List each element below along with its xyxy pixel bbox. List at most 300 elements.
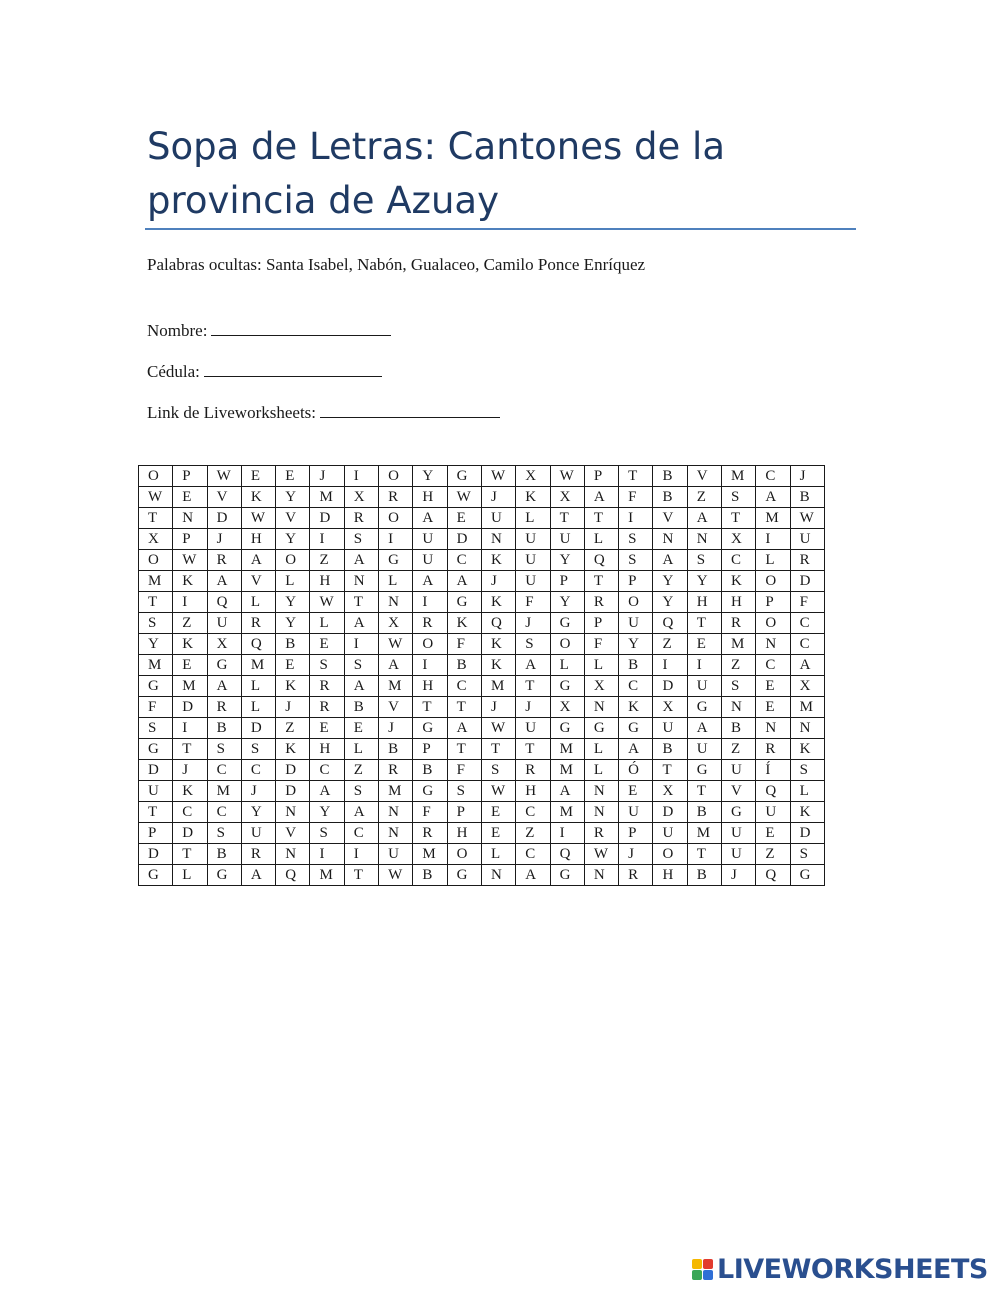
grid-cell[interactable]: O <box>756 613 790 634</box>
grid-cell[interactable]: A <box>687 718 721 739</box>
grid-cell[interactable]: D <box>276 760 310 781</box>
grid-cell[interactable]: T <box>516 676 550 697</box>
grid-cell[interactable]: M <box>310 865 344 886</box>
grid-cell[interactable]: L <box>379 571 413 592</box>
grid-cell[interactable]: B <box>653 739 687 760</box>
grid-cell[interactable]: M <box>173 676 207 697</box>
grid-cell[interactable]: U <box>413 550 447 571</box>
grid-cell[interactable]: M <box>722 634 756 655</box>
grid-cell[interactable]: N <box>173 508 207 529</box>
grid-cell[interactable]: M <box>790 697 824 718</box>
grid-cell[interactable]: Q <box>653 613 687 634</box>
grid-cell[interactable]: V <box>687 466 721 487</box>
grid-cell[interactable]: Z <box>722 655 756 676</box>
grid-cell[interactable]: Y <box>653 592 687 613</box>
grid-cell[interactable]: D <box>790 823 824 844</box>
grid-cell[interactable]: K <box>241 487 275 508</box>
grid-cell[interactable]: L <box>516 508 550 529</box>
grid-cell[interactable]: H <box>687 592 721 613</box>
grid-cell[interactable]: Q <box>207 592 241 613</box>
grid-cell[interactable]: J <box>619 844 653 865</box>
grid-cell[interactable]: L <box>584 529 618 550</box>
grid-cell[interactable]: C <box>173 802 207 823</box>
grid-cell[interactable]: U <box>687 739 721 760</box>
grid-cell[interactable]: Y <box>550 592 584 613</box>
grid-cell[interactable]: Q <box>584 550 618 571</box>
grid-cell[interactable]: S <box>790 844 824 865</box>
grid-cell[interactable]: N <box>276 844 310 865</box>
grid-cell[interactable]: B <box>619 655 653 676</box>
grid-cell[interactable]: R <box>310 676 344 697</box>
grid-cell[interactable]: P <box>584 466 618 487</box>
grid-cell[interactable]: R <box>756 739 790 760</box>
grid-cell[interactable]: L <box>584 655 618 676</box>
grid-cell[interactable]: A <box>310 781 344 802</box>
grid-cell[interactable]: G <box>139 739 173 760</box>
grid-cell[interactable]: H <box>516 781 550 802</box>
grid-cell[interactable]: S <box>241 739 275 760</box>
grid-cell[interactable]: S <box>207 739 241 760</box>
grid-cell[interactable]: S <box>310 823 344 844</box>
grid-cell[interactable]: R <box>584 823 618 844</box>
grid-cell[interactable]: B <box>687 865 721 886</box>
grid-cell[interactable]: T <box>653 760 687 781</box>
grid-cell[interactable]: B <box>413 760 447 781</box>
grid-cell[interactable]: Q <box>756 865 790 886</box>
grid-cell[interactable]: N <box>756 634 790 655</box>
grid-cell[interactable]: M <box>550 739 584 760</box>
grid-cell[interactable]: R <box>516 760 550 781</box>
grid-cell[interactable]: Z <box>756 844 790 865</box>
grid-cell[interactable]: U <box>722 760 756 781</box>
grid-cell[interactable]: E <box>173 655 207 676</box>
grid-cell[interactable]: J <box>481 487 515 508</box>
grid-cell[interactable]: Q <box>481 613 515 634</box>
grid-cell[interactable]: W <box>481 718 515 739</box>
grid-cell[interactable]: S <box>790 760 824 781</box>
grid-cell[interactable]: F <box>139 697 173 718</box>
grid-cell[interactable]: U <box>550 529 584 550</box>
grid-cell[interactable]: H <box>447 823 481 844</box>
grid-cell[interactable]: N <box>481 865 515 886</box>
grid-cell[interactable]: T <box>447 697 481 718</box>
grid-cell[interactable]: F <box>790 592 824 613</box>
grid-cell[interactable]: K <box>481 550 515 571</box>
grid-cell[interactable]: O <box>139 550 173 571</box>
grid-cell[interactable]: T <box>584 571 618 592</box>
grid-cell[interactable]: G <box>207 865 241 886</box>
grid-cell[interactable]: B <box>653 466 687 487</box>
grid-cell[interactable]: C <box>207 760 241 781</box>
grid-cell[interactable]: I <box>344 634 378 655</box>
grid-cell[interactable]: H <box>310 571 344 592</box>
grid-cell[interactable]: P <box>756 592 790 613</box>
grid-cell[interactable]: N <box>344 571 378 592</box>
grid-cell[interactable]: D <box>139 844 173 865</box>
grid-cell[interactable]: Y <box>310 802 344 823</box>
grid-cell[interactable]: B <box>413 865 447 886</box>
grid-cell[interactable]: A <box>413 571 447 592</box>
grid-cell[interactable]: R <box>207 697 241 718</box>
grid-cell[interactable]: Y <box>139 634 173 655</box>
grid-cell[interactable]: T <box>344 592 378 613</box>
grid-cell[interactable]: K <box>619 697 653 718</box>
grid-cell[interactable]: K <box>481 634 515 655</box>
grid-cell[interactable]: L <box>790 781 824 802</box>
grid-cell[interactable]: C <box>207 802 241 823</box>
grid-cell[interactable]: H <box>653 865 687 886</box>
grid-cell[interactable]: W <box>481 466 515 487</box>
grid-cell[interactable]: C <box>756 655 790 676</box>
grid-cell[interactable]: N <box>379 802 413 823</box>
grid-cell[interactable]: A <box>344 802 378 823</box>
grid-cell[interactable]: S <box>139 718 173 739</box>
cedula-input-line[interactable] <box>204 360 382 377</box>
grid-cell[interactable]: A <box>344 613 378 634</box>
grid-cell[interactable]: R <box>241 613 275 634</box>
grid-cell[interactable]: R <box>584 592 618 613</box>
grid-cell[interactable]: U <box>516 718 550 739</box>
grid-cell[interactable]: G <box>139 676 173 697</box>
link-input-line[interactable] <box>320 401 500 418</box>
grid-cell[interactable]: O <box>653 844 687 865</box>
grid-cell[interactable]: S <box>516 634 550 655</box>
grid-cell[interactable]: Y <box>276 529 310 550</box>
grid-cell[interactable]: X <box>207 634 241 655</box>
grid-cell[interactable]: X <box>379 613 413 634</box>
grid-cell[interactable]: P <box>139 823 173 844</box>
grid-cell[interactable]: O <box>276 550 310 571</box>
grid-cell[interactable]: C <box>310 760 344 781</box>
grid-cell[interactable]: Z <box>344 760 378 781</box>
grid-cell[interactable]: A <box>413 508 447 529</box>
grid-cell[interactable]: X <box>344 487 378 508</box>
grid-cell[interactable]: U <box>379 844 413 865</box>
grid-cell[interactable]: N <box>653 529 687 550</box>
grid-cell[interactable]: I <box>173 718 207 739</box>
grid-cell[interactable]: W <box>207 466 241 487</box>
grid-cell[interactable]: R <box>379 487 413 508</box>
grid-cell[interactable]: S <box>447 781 481 802</box>
grid-cell[interactable]: B <box>653 487 687 508</box>
grid-cell[interactable]: U <box>722 823 756 844</box>
grid-cell[interactable]: Z <box>653 634 687 655</box>
grid-cell[interactable]: E <box>173 487 207 508</box>
grid-cell[interactable]: P <box>550 571 584 592</box>
grid-cell[interactable]: S <box>687 550 721 571</box>
grid-cell[interactable]: N <box>584 781 618 802</box>
grid-cell[interactable]: R <box>379 760 413 781</box>
grid-cell[interactable]: A <box>619 739 653 760</box>
grid-cell[interactable]: P <box>584 613 618 634</box>
grid-cell[interactable]: J <box>310 466 344 487</box>
grid-cell[interactable]: C <box>790 634 824 655</box>
grid-cell[interactable]: R <box>619 865 653 886</box>
grid-cell[interactable]: T <box>687 781 721 802</box>
grid-cell[interactable]: Y <box>276 613 310 634</box>
grid-cell[interactable]: L <box>584 760 618 781</box>
grid-cell[interactable]: Q <box>241 634 275 655</box>
grid-cell[interactable]: T <box>173 844 207 865</box>
grid-cell[interactable]: T <box>584 508 618 529</box>
grid-cell[interactable]: A <box>207 571 241 592</box>
grid-cell[interactable]: X <box>653 781 687 802</box>
grid-cell[interactable]: T <box>139 508 173 529</box>
grid-cell[interactable]: A <box>447 571 481 592</box>
grid-cell[interactable]: T <box>619 466 653 487</box>
grid-cell[interactable]: T <box>139 802 173 823</box>
grid-cell[interactable]: G <box>413 781 447 802</box>
grid-cell[interactable]: G <box>722 802 756 823</box>
grid-cell[interactable]: T <box>516 739 550 760</box>
grid-cell[interactable]: D <box>653 676 687 697</box>
grid-cell[interactable]: G <box>584 718 618 739</box>
grid-cell[interactable]: M <box>550 802 584 823</box>
grid-cell[interactable]: N <box>379 592 413 613</box>
grid-cell[interactable]: P <box>413 739 447 760</box>
grid-cell[interactable]: R <box>344 508 378 529</box>
grid-cell[interactable]: C <box>447 676 481 697</box>
grid-cell[interactable]: K <box>173 634 207 655</box>
grid-cell[interactable]: X <box>550 697 584 718</box>
grid-cell[interactable]: Y <box>687 571 721 592</box>
grid-cell[interactable]: K <box>790 802 824 823</box>
grid-cell[interactable]: Z <box>276 718 310 739</box>
grid-cell[interactable]: S <box>619 550 653 571</box>
grid-cell[interactable]: E <box>481 823 515 844</box>
grid-cell[interactable]: M <box>379 676 413 697</box>
grid-cell[interactable]: E <box>619 781 653 802</box>
grid-cell[interactable]: X <box>516 466 550 487</box>
grid-cell[interactable]: U <box>653 718 687 739</box>
grid-cell[interactable]: M <box>413 844 447 865</box>
grid-cell[interactable]: V <box>276 508 310 529</box>
grid-cell[interactable]: Z <box>173 613 207 634</box>
grid-cell[interactable]: T <box>722 508 756 529</box>
grid-cell[interactable]: D <box>207 508 241 529</box>
grid-cell[interactable]: G <box>413 718 447 739</box>
grid-cell[interactable]: Z <box>516 823 550 844</box>
grid-cell[interactable]: G <box>687 697 721 718</box>
grid-cell[interactable]: E <box>447 508 481 529</box>
grid-cell[interactable]: D <box>139 760 173 781</box>
grid-cell[interactable]: B <box>344 697 378 718</box>
grid-cell[interactable]: A <box>516 655 550 676</box>
grid-cell[interactable]: T <box>173 739 207 760</box>
grid-cell[interactable]: K <box>790 739 824 760</box>
grid-cell[interactable]: E <box>687 634 721 655</box>
grid-cell[interactable]: K <box>516 487 550 508</box>
grid-cell[interactable]: U <box>207 613 241 634</box>
grid-cell[interactable]: A <box>790 655 824 676</box>
grid-cell[interactable]: G <box>207 655 241 676</box>
grid-cell[interactable]: O <box>139 466 173 487</box>
grid-cell[interactable]: N <box>584 697 618 718</box>
grid-cell[interactable]: Y <box>241 802 275 823</box>
grid-cell[interactable]: A <box>756 487 790 508</box>
grid-cell[interactable]: N <box>756 718 790 739</box>
grid-cell[interactable]: L <box>584 739 618 760</box>
grid-cell[interactable]: N <box>722 697 756 718</box>
grid-cell[interactable]: G <box>619 718 653 739</box>
grid-cell[interactable]: E <box>344 718 378 739</box>
grid-cell[interactable]: X <box>139 529 173 550</box>
grid-cell[interactable]: C <box>619 676 653 697</box>
grid-cell[interactable]: K <box>481 655 515 676</box>
grid-cell[interactable]: L <box>756 550 790 571</box>
grid-cell[interactable]: E <box>756 676 790 697</box>
grid-cell[interactable]: Q <box>276 865 310 886</box>
grid-cell[interactable]: R <box>310 697 344 718</box>
grid-cell[interactable]: W <box>447 487 481 508</box>
grid-cell[interactable]: O <box>619 592 653 613</box>
grid-cell[interactable]: E <box>756 823 790 844</box>
grid-cell[interactable]: I <box>619 508 653 529</box>
grid-cell[interactable]: I <box>344 466 378 487</box>
grid-cell[interactable]: H <box>310 739 344 760</box>
grid-cell[interactable]: T <box>481 739 515 760</box>
grid-cell[interactable]: Y <box>653 571 687 592</box>
grid-cell[interactable]: J <box>276 697 310 718</box>
grid-cell[interactable]: X <box>653 697 687 718</box>
grid-cell[interactable]: F <box>447 634 481 655</box>
grid-cell[interactable]: D <box>653 802 687 823</box>
grid-cell[interactable]: U <box>756 802 790 823</box>
grid-cell[interactable]: V <box>653 508 687 529</box>
grid-cell[interactable]: L <box>276 571 310 592</box>
grid-cell[interactable]: L <box>241 592 275 613</box>
grid-cell[interactable]: P <box>447 802 481 823</box>
grid-cell[interactable]: H <box>413 487 447 508</box>
grid-cell[interactable]: I <box>310 844 344 865</box>
grid-cell[interactable]: M <box>722 466 756 487</box>
grid-cell[interactable]: W <box>379 865 413 886</box>
grid-cell[interactable]: U <box>790 529 824 550</box>
grid-cell[interactable]: J <box>207 529 241 550</box>
grid-cell[interactable]: T <box>687 844 721 865</box>
grid-cell[interactable]: M <box>310 487 344 508</box>
grid-cell[interactable]: G <box>790 865 824 886</box>
grid-cell[interactable]: B <box>447 655 481 676</box>
grid-cell[interactable]: E <box>310 718 344 739</box>
grid-cell[interactable]: C <box>722 550 756 571</box>
grid-cell[interactable]: B <box>687 802 721 823</box>
grid-cell[interactable]: D <box>310 508 344 529</box>
grid-cell[interactable]: Y <box>276 487 310 508</box>
grid-cell[interactable]: U <box>687 676 721 697</box>
grid-cell[interactable]: P <box>173 529 207 550</box>
grid-cell[interactable]: R <box>790 550 824 571</box>
grid-cell[interactable]: Z <box>310 550 344 571</box>
grid-cell[interactable]: B <box>790 487 824 508</box>
grid-cell[interactable]: S <box>619 529 653 550</box>
grid-cell[interactable]: S <box>481 760 515 781</box>
grid-cell[interactable]: V <box>722 781 756 802</box>
grid-cell[interactable]: K <box>173 781 207 802</box>
grid-cell[interactable]: R <box>413 823 447 844</box>
grid-cell[interactable]: X <box>722 529 756 550</box>
grid-cell[interactable]: F <box>516 592 550 613</box>
grid-cell[interactable]: Q <box>756 781 790 802</box>
grid-cell[interactable]: O <box>379 466 413 487</box>
grid-cell[interactable]: P <box>619 823 653 844</box>
grid-cell[interactable]: M <box>756 508 790 529</box>
grid-cell[interactable]: Y <box>276 592 310 613</box>
grid-cell[interactable]: A <box>379 655 413 676</box>
grid-cell[interactable]: M <box>207 781 241 802</box>
grid-cell[interactable]: N <box>276 802 310 823</box>
grid-cell[interactable]: I <box>653 655 687 676</box>
grid-cell[interactable]: A <box>207 676 241 697</box>
grid-cell[interactable]: W <box>550 466 584 487</box>
grid-cell[interactable]: B <box>722 718 756 739</box>
grid-cell[interactable]: F <box>413 802 447 823</box>
grid-cell[interactable]: F <box>584 634 618 655</box>
grid-cell[interactable]: N <box>584 802 618 823</box>
grid-cell[interactable]: A <box>653 550 687 571</box>
grid-cell[interactable]: J <box>379 718 413 739</box>
grid-cell[interactable]: L <box>241 676 275 697</box>
grid-cell[interactable]: L <box>344 739 378 760</box>
grid-cell[interactable]: X <box>790 676 824 697</box>
grid-cell[interactable]: E <box>481 802 515 823</box>
grid-cell[interactable]: O <box>550 634 584 655</box>
grid-cell[interactable]: O <box>379 508 413 529</box>
grid-cell[interactable]: K <box>447 613 481 634</box>
grid-cell[interactable]: V <box>207 487 241 508</box>
grid-cell[interactable]: M <box>379 781 413 802</box>
grid-cell[interactable]: U <box>241 823 275 844</box>
grid-cell[interactable]: C <box>344 823 378 844</box>
grid-cell[interactable]: S <box>139 613 173 634</box>
grid-cell[interactable]: E <box>276 466 310 487</box>
grid-cell[interactable]: H <box>722 592 756 613</box>
grid-cell[interactable]: I <box>550 823 584 844</box>
grid-cell[interactable]: W <box>481 781 515 802</box>
grid-cell[interactable]: H <box>241 529 275 550</box>
grid-cell[interactable]: S <box>344 529 378 550</box>
grid-cell[interactable]: M <box>241 655 275 676</box>
grid-cell[interactable]: N <box>790 718 824 739</box>
grid-cell[interactable]: E <box>276 655 310 676</box>
grid-cell[interactable]: L <box>241 697 275 718</box>
grid-cell[interactable]: T <box>344 865 378 886</box>
grid-cell[interactable]: D <box>447 529 481 550</box>
grid-cell[interactable]: D <box>241 718 275 739</box>
grid-cell[interactable]: W <box>379 634 413 655</box>
grid-cell[interactable]: O <box>756 571 790 592</box>
grid-cell[interactable]: C <box>447 550 481 571</box>
grid-cell[interactable]: G <box>687 760 721 781</box>
grid-cell[interactable]: A <box>516 865 550 886</box>
grid-cell[interactable]: D <box>790 571 824 592</box>
grid-cell[interactable]: M <box>550 760 584 781</box>
grid-cell[interactable]: G <box>550 865 584 886</box>
grid-cell[interactable]: N <box>379 823 413 844</box>
grid-cell[interactable]: G <box>447 865 481 886</box>
grid-cell[interactable]: V <box>379 697 413 718</box>
grid-cell[interactable]: G <box>550 676 584 697</box>
grid-cell[interactable]: C <box>516 802 550 823</box>
grid-cell[interactable]: Y <box>619 634 653 655</box>
grid-cell[interactable]: D <box>173 823 207 844</box>
grid-cell[interactable]: C <box>790 613 824 634</box>
grid-cell[interactable]: W <box>139 487 173 508</box>
grid-cell[interactable]: A <box>550 781 584 802</box>
grid-cell[interactable]: Í <box>756 760 790 781</box>
grid-cell[interactable]: D <box>173 697 207 718</box>
grid-cell[interactable]: S <box>722 487 756 508</box>
